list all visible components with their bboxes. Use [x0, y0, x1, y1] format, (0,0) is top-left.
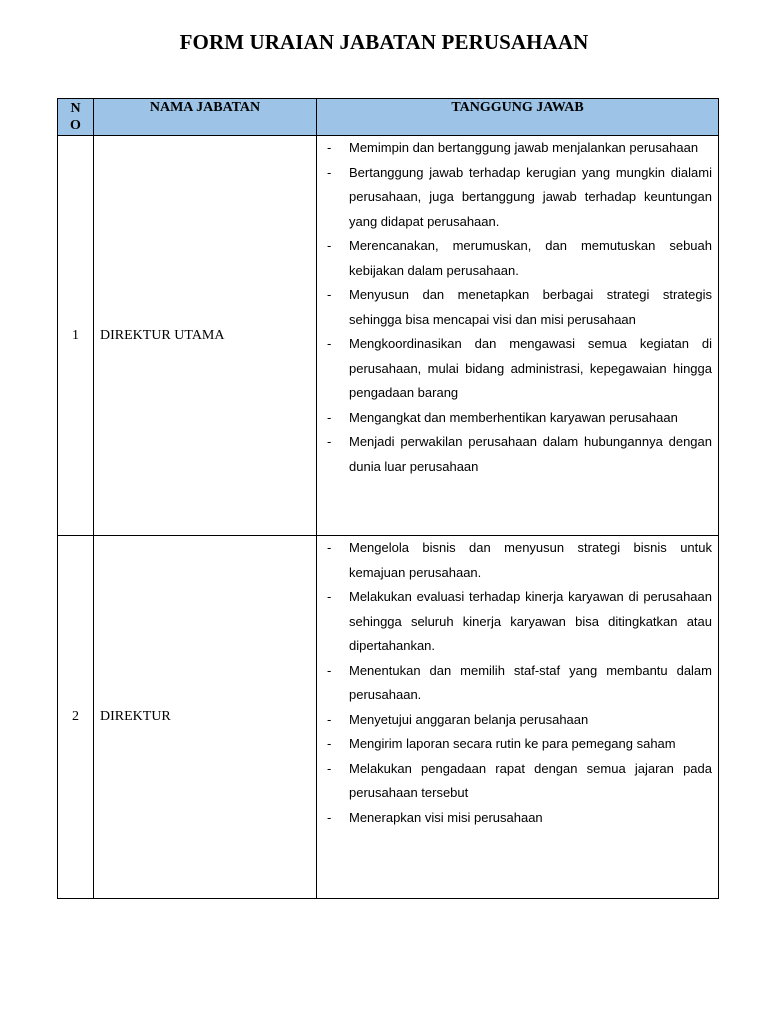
responsibility-item: [325, 757, 712, 806]
responsibility-item: [325, 806, 712, 831]
responsibility-text: Mengangkat dan memberhentikan karyawan perusahaan: [349, 409, 678, 425]
job-title: DIREKTUR: [94, 536, 317, 899]
dash-bullet: -: [327, 409, 332, 425]
header-no: [58, 99, 94, 136]
dash-bullet: -: [327, 336, 332, 351]
header-no-label: N O: [70, 101, 81, 133]
responsibility-text: Melakukan evaluasi terhadap kinerja karyawan di perusahaan sehingga seluruh kinerja karyawan bisa ditingkatkan atau dipertahankan.: [349, 589, 712, 653]
responsibility-item: [325, 430, 712, 479]
dash-bullet: -: [327, 540, 332, 555]
dash-bullet: -: [327, 140, 332, 155]
row-number: 1: [58, 136, 94, 536]
responsibility-item: [325, 708, 712, 733]
responsibility-item: [325, 659, 712, 708]
responsibilities-cell: [317, 536, 719, 899]
table-row: [58, 136, 719, 536]
responsibility-text: Mengelola bisnis dan menyusun strategi bisnis untuk kemajuan perusahaan.: [349, 540, 712, 580]
responsibility-item: [325, 136, 712, 161]
dash-bullet: -: [327, 809, 332, 825]
responsibility-item: [325, 536, 712, 585]
responsibility-text: Menentukan dan memilih staf-staf yang membantu dalam perusahaan.: [349, 662, 712, 702]
responsibility-item: [325, 332, 712, 406]
responsibility-item: [325, 585, 712, 659]
responsibility-item: [325, 732, 712, 757]
responsibility-text: Mengirim laporan secara rutin ke para pemegang saham: [349, 736, 676, 751]
responsibility-item: [325, 283, 712, 332]
job-title: DIREKTUR UTAMA: [94, 136, 317, 536]
dash-bullet: -: [327, 434, 332, 449]
dash-bullet: -: [327, 164, 332, 180]
dash-bullet: -: [327, 760, 332, 776]
dash-bullet: -: [327, 662, 332, 678]
dash-bullet: -: [327, 287, 332, 302]
responsibility-text: Melakukan pengadaan rapat dengan semua jajaran pada perusahaan tersebut: [349, 760, 712, 800]
responsibility-item: [325, 406, 712, 431]
table-header-row: [58, 99, 719, 136]
responsibilities-list: [325, 136, 712, 479]
dash-bullet: -: [327, 736, 332, 751]
responsibilities-cell: [317, 136, 719, 536]
responsibility-text: Merencanakan, merumuskan, dan memutuskan sebuah kebijakan dalam perusahaan.: [349, 238, 712, 278]
dash-bullet: -: [327, 238, 332, 253]
responsibility-text: Menerapkan visi misi perusahaan: [349, 809, 543, 825]
table-row: [58, 536, 719, 899]
responsibility-text: Menyetujui anggaran belanja perusahaan: [349, 711, 589, 727]
responsibility-text: Bertanggung jawab terhadap kerugian yang mungkin dialami perusahaan, juga bertanggung jawab terhadap keuntungan yang didapat perusahaan.: [349, 164, 712, 229]
document-title: FORM URAIAN JABATAN PERUSAHAAN: [179, 30, 589, 54]
dash-bullet: -: [327, 589, 332, 604]
responsibilities-list: [325, 536, 712, 830]
responsibility-text: Menyusun dan menetapkan berbagai strategi strategis sehingga bisa mencapai visi dan misi perusahaan: [349, 287, 712, 327]
header-tanggung-jawab: TANGGUNG JAWAB: [317, 99, 719, 136]
responsibility-text: Menjadi perwakilan perusahaan dalam hubungannya dengan dunia luar perusahaan: [349, 434, 712, 474]
header-nama-jabatan: NAMA JABATAN: [94, 99, 317, 136]
job-description-table: [57, 98, 719, 899]
responsibility-text: Mengkoordinasikan dan mengawasi semua kegiatan di perusahaan, mulai bidang administrasi, kepegawaian hingga pengadaan barang: [349, 336, 712, 400]
responsibility-item: [325, 161, 712, 235]
row-number: 2: [58, 536, 94, 899]
responsibility-item: [325, 234, 712, 283]
responsibility-text: Memimpin dan bertanggung jawab menjalankan perusahaan: [349, 140, 699, 155]
dash-bullet: -: [327, 711, 332, 727]
